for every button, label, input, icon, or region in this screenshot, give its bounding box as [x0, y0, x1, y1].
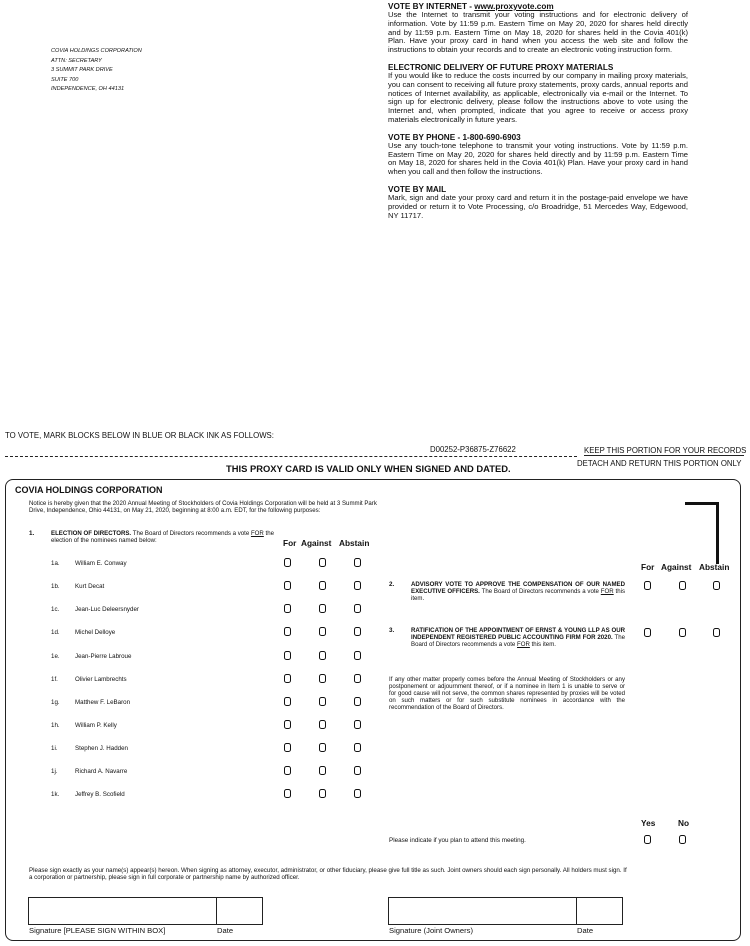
- proposal-3-checkbox-against[interactable]: [679, 628, 686, 637]
- nominee-name: Matthew F. LeBaron: [75, 699, 131, 706]
- checkbox-against[interactable]: [319, 651, 326, 660]
- address-line: ATTN: SECRETARY: [51, 57, 102, 64]
- proposal-2-checkbox-for[interactable]: [644, 581, 651, 590]
- proposal-3-for: FOR: [517, 641, 530, 648]
- checkbox-for[interactable]: [284, 766, 291, 775]
- to-vote-instructions: TO VOTE, MARK BLOCKS BELOW IN BLUE OR BLACK INK AS FOLLOWS:: [5, 431, 274, 440]
- checkbox-abstain[interactable]: [354, 766, 361, 775]
- phone-heading: VOTE BY PHONE - 1-800-690-6903: [388, 132, 521, 142]
- proposal-3-checkbox-abstain[interactable]: [713, 628, 720, 637]
- checkbox-for[interactable]: [284, 604, 291, 613]
- signature-label: Signature [PLEASE SIGN WITHIN BOX]: [29, 926, 166, 935]
- attend-meeting-question: Please indicate if you plan to attend this meeting.: [389, 837, 526, 844]
- joint-signature-label: Signature (Joint Owners): [389, 926, 473, 935]
- edelivery-text: If you would like to reduce the costs incurred by our company in mailing proxy materials, you can consent to receiving all future proxy statements, proxy cards, annual reports and notices of Internet availability, as applicable, electronically via e-mail or the Internet. To sign up for electronic delivery, please follow the instructions above to vote using the Internet and, when prompted, indicate that you agree to receive or access proxy materials electronically in future years.: [388, 70, 688, 124]
- nominee-name: Olivier Lambrechts: [75, 676, 127, 683]
- date-label: Date: [217, 926, 234, 935]
- proposal-2-tail: this item.: [411, 588, 625, 602]
- item1-description: [51, 530, 276, 544]
- address-line: COVIA HOLDINGS CORPORATION: [51, 48, 142, 54]
- checkbox-for[interactable]: [284, 720, 291, 729]
- checkbox-abstain[interactable]: [354, 697, 361, 706]
- nominee-number: 1i.: [51, 745, 58, 752]
- proposal-2-checkbox-abstain[interactable]: [713, 581, 720, 590]
- return-address: [51, 47, 142, 95]
- proposal-2-text: [411, 581, 625, 602]
- nominee-number: 1j.: [51, 768, 58, 775]
- nominee-name: Michel Delloye: [75, 629, 116, 636]
- checkbox-against[interactable]: [319, 674, 326, 683]
- checkbox-abstain[interactable]: [354, 627, 361, 636]
- keep-portion-label: KEEP THIS PORTION FOR YOUR RECORDS: [584, 446, 747, 455]
- checkbox-for[interactable]: [284, 743, 291, 752]
- checkbox-abstain[interactable]: [354, 720, 361, 729]
- checkbox-against[interactable]: [319, 789, 326, 798]
- voting-instructions: [388, 2, 688, 228]
- attend-checkbox-no[interactable]: [679, 835, 686, 844]
- proposal-2-checkbox-against[interactable]: [679, 581, 686, 590]
- nominee-number: 1f.: [51, 676, 58, 683]
- valid-notice: THIS PROXY CARD IS VALID ONLY WHEN SIGNED AND DATED.: [226, 463, 511, 474]
- checkbox-for[interactable]: [284, 789, 291, 798]
- checkbox-against[interactable]: [319, 581, 326, 590]
- checkbox-abstain[interactable]: [354, 743, 361, 752]
- item1-number: 1.: [29, 530, 35, 537]
- internet-title: VOTE BY INTERNET -: [388, 2, 475, 11]
- signature-instructions: Please sign exactly as your name(s) appear(s) hereon. When signing as attorney, executor, administrator, or other fiduciary, please give full title as such. Joint owners should each sign personally. All holders must sign. If a corporation or partnership, please sign in full corporate or partnership name by authorized officer.: [29, 867, 627, 882]
- nominee-number: 1b.: [51, 583, 60, 590]
- address-line: 3 SUMMIT PARK DRIVE: [51, 67, 113, 74]
- item1-text2: the election of the nominees named below:: [51, 530, 274, 545]
- proposal-2-title: ADVISORY VOTE TO APPROVE THE COMPENSATION OF OUR NAMED EXECUTIVE OFFICERS.: [411, 581, 625, 595]
- edelivery-heading: ELECTRONIC DELIVERY OF FUTURE PROXY MATERIALS: [388, 62, 614, 72]
- nominee-number: 1a.: [51, 560, 60, 567]
- checkbox-against[interactable]: [319, 697, 326, 706]
- date-box[interactable]: [216, 897, 263, 925]
- nominee-name: Jeffrey B. Scofield: [75, 791, 125, 798]
- col-no: No: [678, 818, 690, 828]
- col-against: Against: [301, 538, 332, 548]
- checkbox-for[interactable]: [284, 627, 291, 636]
- nominee-number: 1e.: [51, 653, 60, 660]
- checkbox-abstain[interactable]: [354, 651, 361, 660]
- other-matters-text: If any other matter properly comes before the Annual Meeting of Stockholders or any postponement or adjournment thereof, or if a nominee in Item 1 is unable to serve or for good cause will not serve, the common shares represented by proxies will be voted on such matters or for such substitute nominees in accordance with the recommendation of the Board of Directors.: [389, 676, 625, 712]
- item1-title: ELECTION OF DIRECTORS.: [51, 530, 132, 537]
- col-abstain: Abstain: [339, 538, 370, 548]
- checkbox-against[interactable]: [319, 766, 326, 775]
- proposal-3-checkbox-for[interactable]: [644, 628, 651, 637]
- nominee-number: 1c.: [51, 606, 60, 613]
- proposal-3-recommendation: The Board of Directors recommends a vote: [411, 634, 625, 648]
- nominee-name: William E. Conway: [75, 560, 127, 567]
- checkbox-for[interactable]: [284, 558, 291, 567]
- registration-mark: [685, 502, 719, 564]
- proposal-3-text: [411, 627, 625, 648]
- nominee-name: William P. Kelly: [75, 722, 117, 729]
- col-abstain: Abstain: [699, 562, 730, 572]
- checkbox-for[interactable]: [284, 651, 291, 660]
- internet-text: Use the Internet to transmit your voting instructions and for electronic delivery of information. Vote by 11:59 p.m. Eastern Time on May 20, 2020 for shares held directly and by 11:59 p.m. Eastern Time on May 18, 2020 for shares held in the Covia 401(k) Plan. Have your proxy card in hand when you access the web site and follow the instructions to obtain your records and to create an electronic voting instruction form.: [388, 10, 688, 55]
- checkbox-against[interactable]: [319, 720, 326, 729]
- nominee-name: Richard A. Navarre: [75, 768, 128, 775]
- nominee-number: 1g.: [51, 699, 60, 706]
- nominee-name: Kurt Decat: [75, 583, 105, 590]
- checkbox-for[interactable]: [284, 674, 291, 683]
- keep-divider: [584, 455, 744, 456]
- signature-box[interactable]: [28, 897, 217, 925]
- nominee-name: Jean-Pierre Labroue: [75, 653, 132, 660]
- nominee-name: Jean-Luc Deleersnyder: [75, 606, 139, 613]
- col-for: For: [283, 538, 297, 548]
- detach-portion-label: DETACH AND RETURN THIS PORTION ONLY: [577, 459, 742, 468]
- checkbox-abstain[interactable]: [354, 789, 361, 798]
- item1-text: The Board of Directors recommends a vote: [131, 530, 251, 537]
- joint-date-box[interactable]: [576, 897, 623, 925]
- checkbox-abstain[interactable]: [354, 674, 361, 683]
- item1-for: FOR: [250, 530, 264, 537]
- checkbox-for[interactable]: [284, 581, 291, 590]
- attend-checkbox-yes[interactable]: [644, 835, 651, 844]
- proposal-2-for: FOR: [600, 588, 614, 595]
- mail-text: Mark, sign and date your proxy card and return it in the postage-paid envelope we have provided or return it to Vote Processing, c/o Broadridge, 51 Mercedes Way, Edgewood, NY 11717.: [388, 192, 688, 220]
- address-line: SUITE 700: [51, 76, 79, 83]
- proposal-2-recommendation: The Board of Directors recommends a vote: [479, 588, 601, 595]
- address-line: INDEPENDENCE, OH 44131: [51, 86, 125, 93]
- checkbox-abstain[interactable]: [354, 581, 361, 590]
- checkbox-against[interactable]: [319, 604, 326, 613]
- control-number: D00252-P36875-Z76622: [430, 445, 516, 454]
- col-yes: Yes: [641, 818, 656, 828]
- checkbox-abstain[interactable]: [354, 558, 361, 567]
- nominee-number: 1h.: [51, 722, 60, 729]
- checkbox-for[interactable]: [284, 697, 291, 706]
- proxyvote-link[interactable]: www.proxyvote.com: [474, 2, 554, 11]
- checkbox-against[interactable]: [319, 558, 326, 567]
- proposal-2-number: 2.: [389, 581, 395, 588]
- proposal-3-title: RATIFICATION OF THE APPOINTMENT OF ERNST & YOUNG LLP AS OUR INDEPENDENT REGISTERED PUBLIC ACCOUNTING FIRM FOR 2020.: [411, 627, 625, 641]
- checkbox-against[interactable]: [319, 743, 326, 752]
- nominee-number: 1k.: [51, 791, 60, 798]
- nominee-number: 1d.: [51, 629, 60, 636]
- col-for: For: [641, 562, 655, 572]
- joint-signature-box[interactable]: [388, 897, 577, 925]
- checkbox-against[interactable]: [319, 627, 326, 636]
- tear-line: [5, 456, 577, 457]
- mail-heading: VOTE BY MAIL: [388, 184, 447, 194]
- meeting-notice: Notice is hereby given that the 2020 Annual Meeting of Stockholders of Covia Holdings Corporation will be held at 3 Summit Park Drive, Independence, Ohio 44131, on May 21, 2020, beginning at 8:00 a.m. EDT, for the following purposes:: [29, 500, 377, 515]
- proposal-3-number: 3.: [389, 627, 395, 634]
- checkbox-abstain[interactable]: [354, 604, 361, 613]
- nominee-name: Stephen J. Hadden: [75, 745, 128, 752]
- joint-date-label: Date: [577, 926, 594, 935]
- company-name: COVIA HOLDINGS CORPORATION: [15, 485, 163, 495]
- proposal-3-tail: this item.: [529, 641, 556, 648]
- col-against: Against: [661, 562, 692, 572]
- phone-text: Use any touch-tone telephone to transmit your voting instructions. Vote by 11:59 p.m. Eastern Time on May 20, 2020 for shares held directly and by 11:59 p.m. Eastern Time on May 18, 2020 for shares held in the Covia 401(k) Plan. Have your proxy card in hand when you call and then follow the instructions.: [388, 140, 688, 177]
